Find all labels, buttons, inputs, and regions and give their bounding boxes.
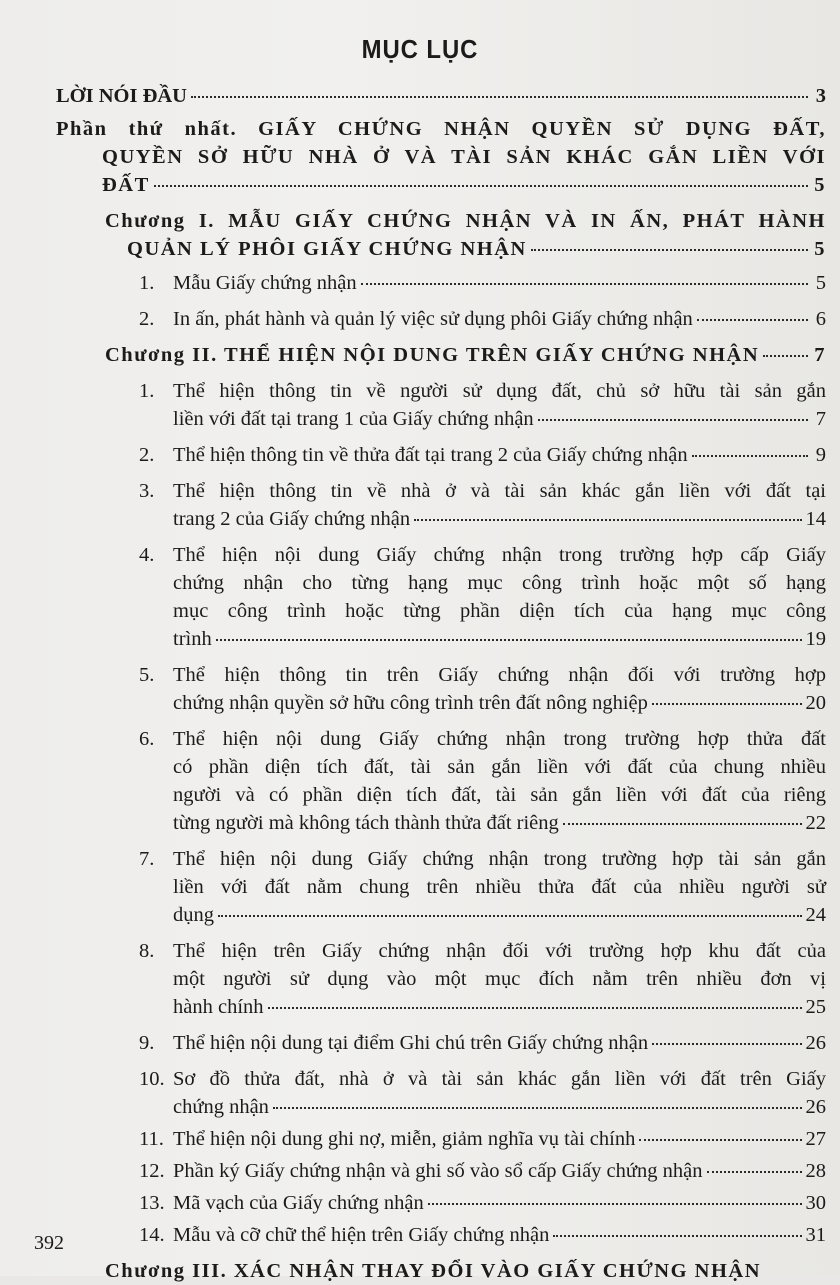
toc-item-text: chứng nhận cho từng hạng mục công trình hoặc một số hạng: [173, 572, 826, 594]
toc-entry-part1: [56, 115, 826, 199]
dot-leader: [652, 1042, 801, 1045]
toc-item-text: Thể hiện thông tin về người sử dụng đất, chủ sở hữu tài sản gắn: [173, 380, 826, 402]
toc-item-page: 6: [815, 308, 826, 330]
page-number: 392: [34, 1232, 64, 1254]
toc-item-text: Thể hiện nội dung Giấy chứng nhận trong trường hợp thửa đất: [173, 728, 826, 750]
toc-item: [56, 269, 826, 297]
toc-item-text: liền với đất tại trang 1 của Giấy chứng nhận: [173, 408, 534, 430]
toc-item: [56, 1029, 826, 1057]
toc-item: [56, 937, 826, 1021]
toc-item-number: 1.: [139, 272, 155, 294]
toc-item-number: 14.: [139, 1224, 165, 1246]
toc-item-number: 11.: [139, 1128, 164, 1150]
toc-item-text: Thể hiện nội dung ghi nợ, miễn, giảm nghĩa vụ tài chính: [173, 1128, 636, 1150]
toc-item-text: Thể hiện thông tin về thửa đất tại trang 2 của Giấy chứng nhận: [173, 444, 688, 466]
part1-line3: ĐẤT: [102, 174, 150, 196]
toc-title: MỤC LỤC: [361, 34, 479, 64]
toc-item-page: 26: [805, 1032, 826, 1054]
toc-entry-chapter3: [56, 1257, 826, 1285]
toc-item-page: 5: [815, 272, 826, 294]
toc-item-text: một người sử dụng vào một mục đích nằm trên nhiều đơn vị: [173, 968, 826, 990]
toc-item-page: 22: [805, 812, 826, 834]
toc-item: [56, 1221, 826, 1249]
toc-item: [56, 845, 826, 929]
toc-item-text: Thể hiện nội dung tại điểm Ghi chú trên Giấy chứng nhận: [173, 1032, 649, 1054]
toc-item-page: 28: [805, 1160, 826, 1182]
toc-item-text: Phần ký Giấy chứng nhận và ghi số vào sổ cấp Giấy chứng nhận: [173, 1160, 703, 1182]
toc-item-page: 7: [815, 408, 826, 430]
toc-item-text: Thể hiện nội dung Giấy chứng nhận trong trường hợp cấp Giấy: [173, 544, 826, 566]
toc-item-text: mục công trình hoặc từng phần diện tích của hạng mục công: [173, 600, 826, 622]
toc-item-number: 12.: [139, 1160, 165, 1182]
chapter1-line2: QUẢN LÝ PHÔI GIẤY CHỨNG NHẬN: [127, 238, 527, 260]
toc-item-number: 8.: [139, 940, 155, 962]
toc-item-page: 9: [815, 444, 826, 466]
toc-entry-chapter1: [56, 207, 826, 269]
toc-item-number: 9.: [139, 1032, 155, 1054]
toc-item-number: 7.: [139, 848, 155, 870]
dot-leader: [273, 1106, 802, 1109]
toc-item: [56, 1065, 826, 1121]
table-of-contents: [56, 82, 826, 1285]
chapter1-line1: Chương I. MẪU GIẤY CHỨNG NHẬN VÀ IN ẤN, PHÁT HÀNH: [105, 210, 826, 232]
toc-item-page: 27: [805, 1128, 826, 1150]
toc-item-text: In ấn, phát hành và quản lý việc sử dụng phôi Giấy chứng nhận: [173, 308, 693, 330]
dot-leader: [563, 822, 802, 825]
intro-page: 3: [815, 85, 826, 107]
toc-item-number: 3.: [139, 480, 155, 502]
toc-item-text: người và có phần diện tích đất, tài sản gắn liền với đất của riêng: [173, 784, 826, 806]
dot-leader: [707, 1170, 802, 1173]
toc-entry-chapter2: [56, 341, 826, 377]
toc-item-text: liền với đất nằm chung trên nhiều thửa đất của nhiều người sử: [173, 876, 826, 898]
toc-item: [56, 305, 826, 333]
dot-leader: [538, 418, 808, 421]
chapter2-line1: Chương II. THỂ HIỆN NỘI DUNG TRÊN GIẤY CHỨNG NHẬN: [105, 344, 760, 366]
toc-item-text: Thể hiện nội dung Giấy chứng nhận trong trường hợp tài sản gắn: [173, 848, 826, 870]
part1-line2: QUYỀN SỞ HỮU NHÀ Ở VÀ TÀI SẢN KHÁC GẮN LIỀN VỚI: [102, 146, 826, 168]
toc-item-text: Mã vạch của Giấy chứng nhận: [173, 1192, 424, 1214]
dot-leader: [531, 248, 808, 251]
chapter3-line1: Chương III. XÁC NHẬN THAY ĐỔI VÀO GIẤY CHỨNG NHẬN: [105, 1260, 762, 1282]
dot-leader: [639, 1138, 801, 1141]
toc-item: [56, 477, 826, 533]
toc-item-text: dụng: [173, 904, 214, 926]
toc-item-number: 2.: [139, 444, 155, 466]
dot-leader: [268, 1006, 802, 1009]
toc-item-text: Thể hiện trên Giấy chứng nhận đối với trường hợp khu đất của: [173, 940, 826, 962]
toc-item-text: có phần diện tích đất, tài sản gắn liền với đất của chung nhiều: [173, 756, 826, 778]
toc-item: [56, 441, 826, 469]
toc-item: [56, 725, 826, 837]
toc-item-text: chứng nhận: [173, 1096, 269, 1118]
toc-item-text: trình: [173, 628, 212, 650]
toc-item: [56, 1189, 826, 1217]
part1-page: 5: [814, 174, 826, 196]
toc-item-page: 25: [805, 996, 826, 1018]
dot-leader: [763, 354, 808, 357]
toc-item-text: Sơ đồ thửa đất, nhà ở và tài sản khác gắn liền với đất trên Giấy: [173, 1068, 826, 1090]
toc-item-number: 5.: [139, 664, 155, 686]
chapter1-page: 5: [814, 238, 826, 260]
toc-item-page: 26: [805, 1096, 826, 1118]
toc-item-text: Mẫu và cỡ chữ thể hiện trên Giấy chứng nhận: [173, 1224, 550, 1246]
toc-item: [56, 1157, 826, 1185]
toc-item-text: từng người mà không tách thành thửa đất riêng: [173, 812, 559, 834]
toc-item: [56, 541, 826, 653]
toc-item-number: 13.: [139, 1192, 165, 1214]
toc-item: [56, 1125, 826, 1153]
toc-item-text: chứng nhận quyền sở hữu công trình trên đất nông nghiệp: [173, 692, 648, 714]
toc-item-text: Mẫu Giấy chứng nhận: [173, 272, 357, 294]
chapter2-page: 7: [814, 344, 826, 366]
dot-leader: [553, 1234, 801, 1237]
toc-item-text: Thể hiện thông tin trên Giấy chứng nhận đối với trường hợp: [173, 664, 826, 686]
dot-leader: [154, 184, 808, 187]
toc-item-text: Thể hiện thông tin về nhà ở và tài sản khác gắn liền với đất tại: [173, 480, 826, 502]
toc-item-number: 2.: [139, 308, 155, 330]
dot-leader: [361, 282, 808, 285]
toc-item: [56, 661, 826, 717]
intro-label: LỜI NÓI ĐẦU: [56, 85, 187, 107]
dot-leader: [652, 702, 802, 705]
dot-leader: [191, 95, 808, 98]
dot-leader: [216, 638, 802, 641]
toc-item: [56, 377, 826, 433]
part1-line1: Phần thứ nhất. GIẤY CHỨNG NHẬN QUYỀN SỬ DỤNG ĐẤT,: [56, 118, 826, 140]
toc-item-page: 24: [805, 904, 826, 926]
toc-item-text: hành chính: [173, 996, 264, 1018]
toc-entry-intro: [56, 82, 826, 115]
toc-item-text: trang 2 của Giấy chứng nhận: [173, 508, 411, 530]
toc-item-number: 4.: [139, 544, 155, 566]
toc-item-number: 1.: [139, 380, 155, 402]
toc-item-page: 30: [805, 1192, 826, 1214]
dot-leader: [692, 454, 808, 457]
toc-item-number: 6.: [139, 728, 155, 750]
dot-leader: [697, 318, 808, 321]
dot-leader: [414, 518, 801, 521]
toc-item-page: 20: [805, 692, 826, 714]
toc-item-page: 19: [805, 628, 826, 650]
toc-item-page: 14: [805, 508, 826, 530]
toc-item-number: 10.: [139, 1068, 165, 1090]
dot-leader: [428, 1202, 802, 1205]
toc-item-page: 31: [805, 1224, 826, 1246]
dot-leader: [218, 914, 802, 917]
